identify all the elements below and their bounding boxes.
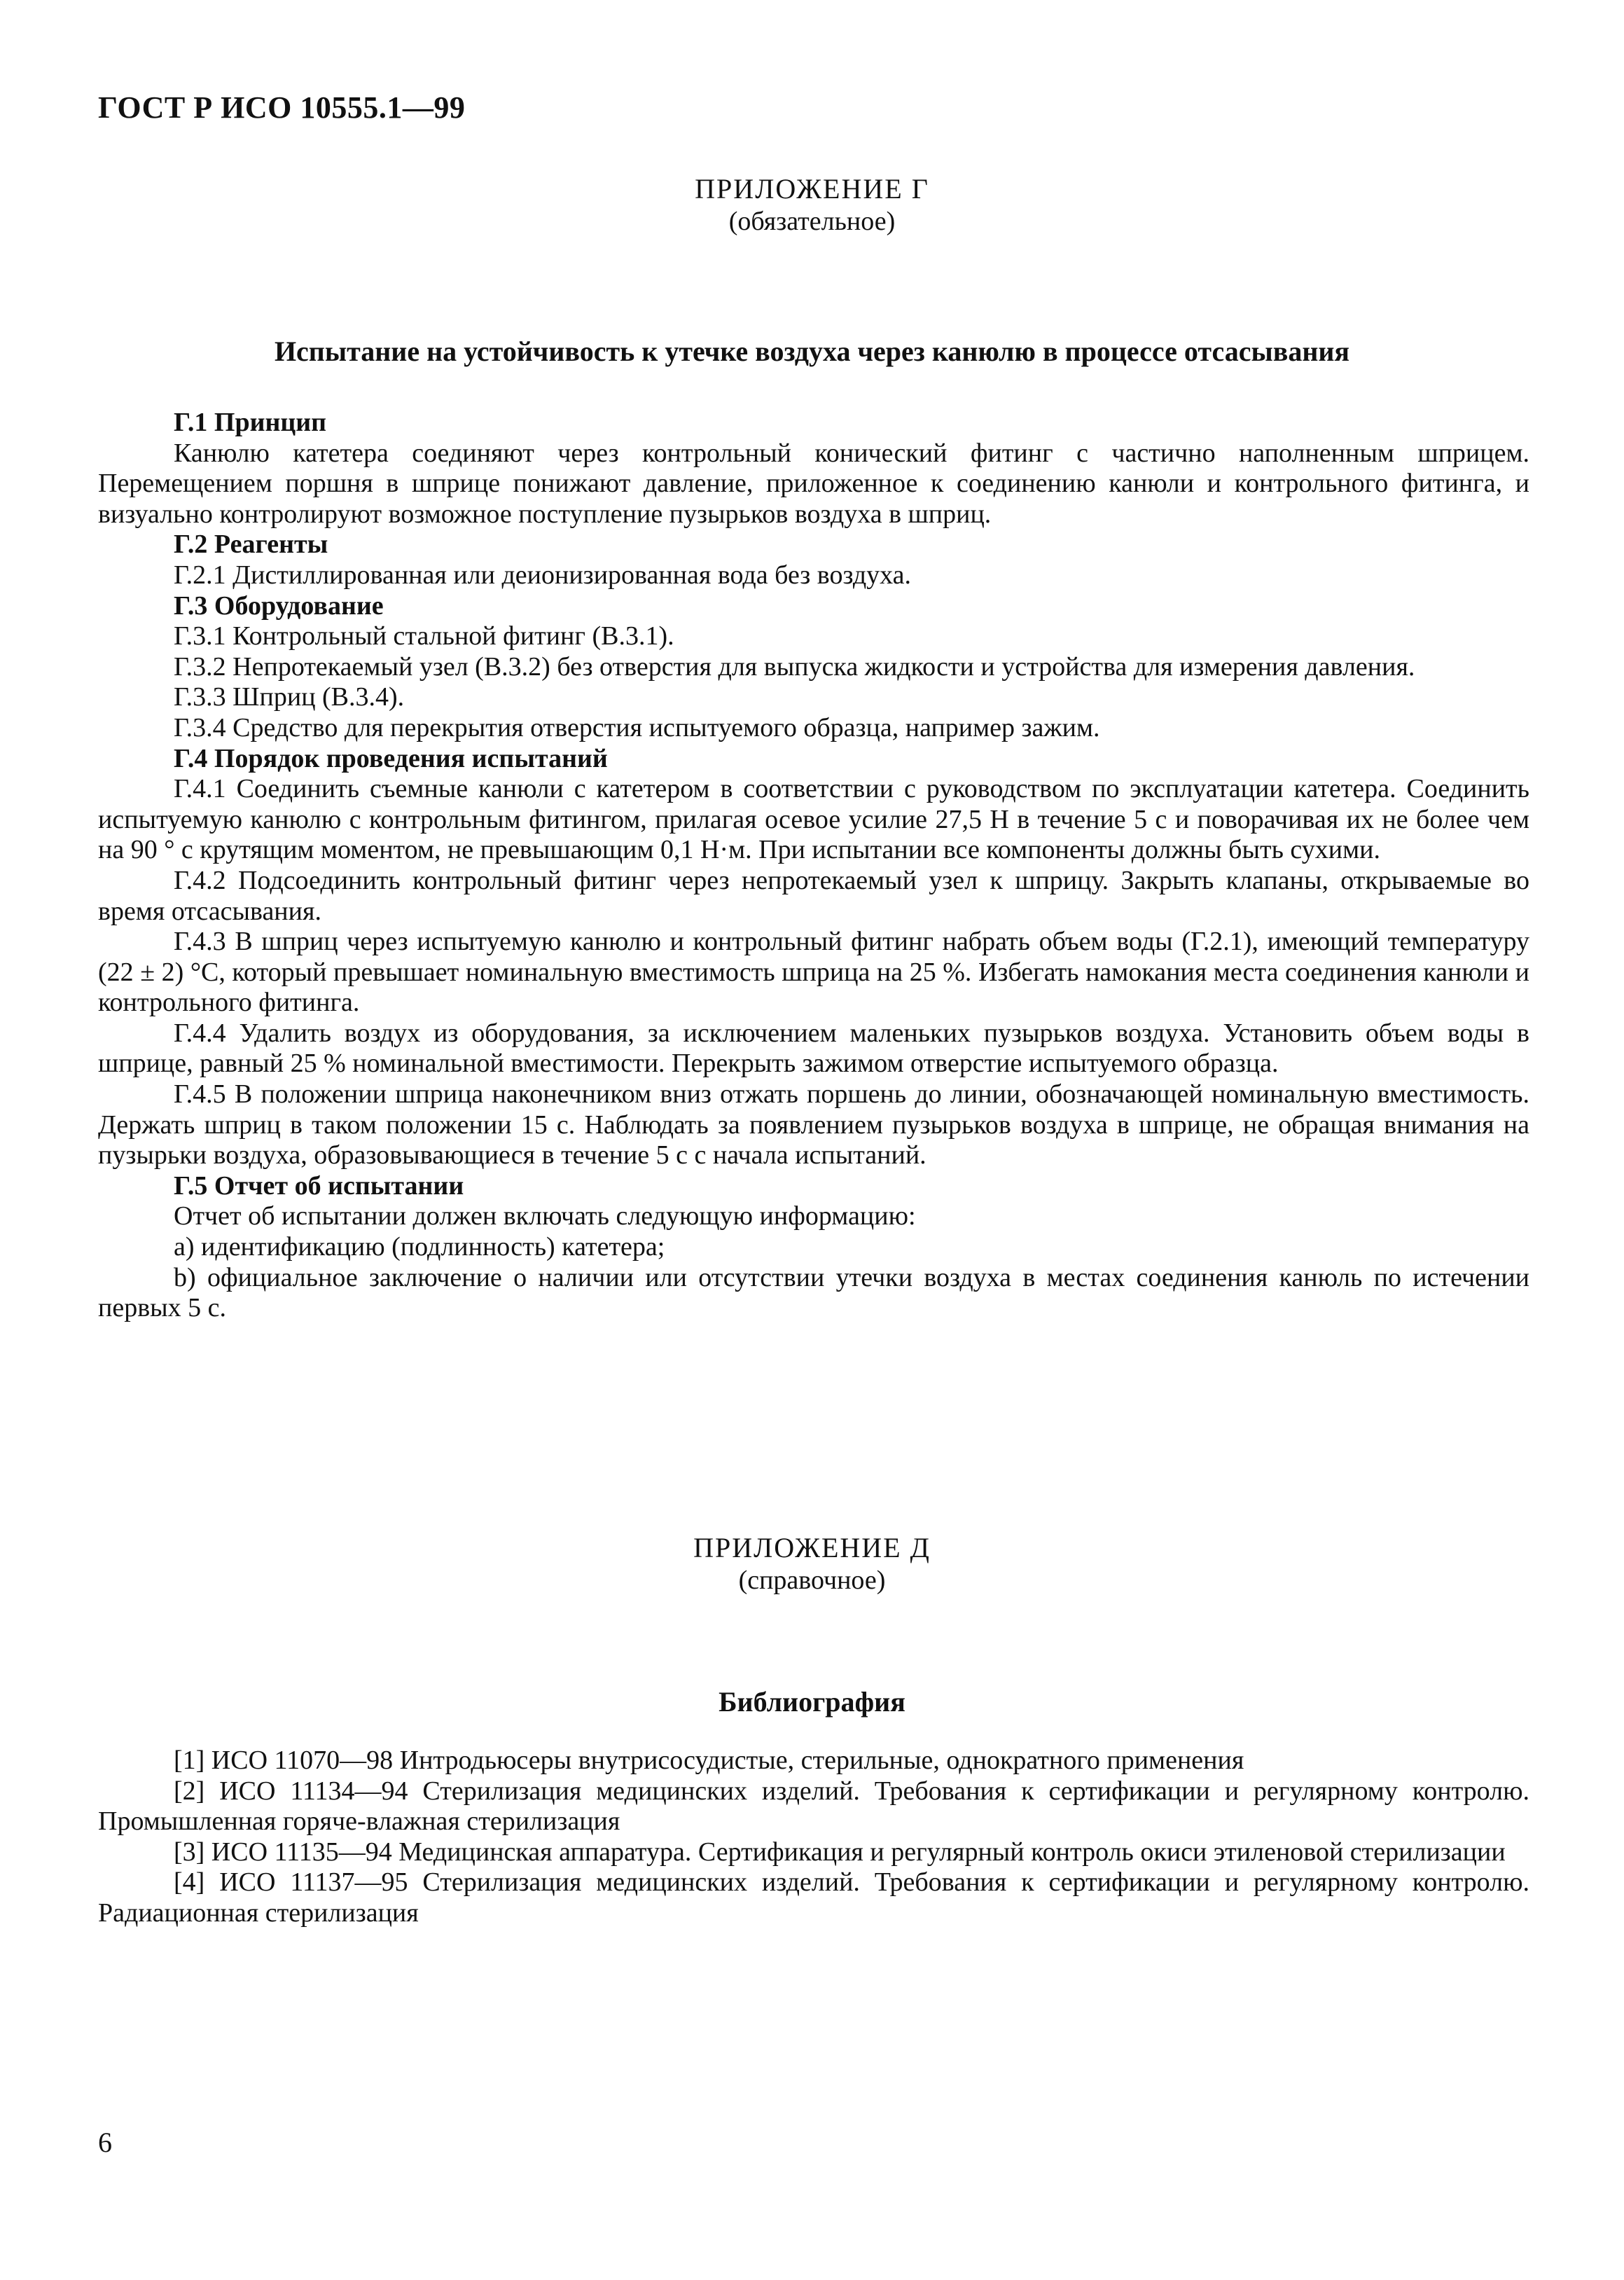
section-g2-heading: Г.2 Реагенты	[174, 530, 328, 560]
page-number: 6	[98, 2127, 112, 2158]
bibliography-list	[98, 1746, 1529, 1929]
body-paragraph: Г.4.2 Подсоединить контрольный фитинг через непротекаемый узел к шприцу. Закрыть клапаны, открываемые во время отсасывания.	[98, 865, 1529, 926]
body-paragraph: Г.4.1 Соединить съемные канюли с катетером в соответствии с руководством по эксплуатации катетера. Соединить испытуемую канюлю с контрольным фитингом, прилагая осевое усилие 27,5 Н в течение 5 с и поворачивая их не более чем на 90 ° с крутящим моментом, не превышающим 0,1 Н·м. При испытании все компоненты должны быть сухими.	[98, 774, 1529, 865]
section-g5-heading: Г.5 Отчет об испытании	[174, 1170, 464, 1201]
annex-g-heading: Испытание на устойчивость к утечке воздуха через канюлю в процессе отсасывания	[274, 336, 1350, 367]
annex-g-status: (обязательное)	[728, 207, 896, 236]
annex-d-status: (справочное)	[738, 1566, 886, 1595]
body-paragraph: Г.3.3 Шприц (В.3.4).	[174, 682, 405, 712]
body-paragraph: Г.4.5 В положении шприца наконечником вниз отжать поршень до линии, обозначающей номинальную вместимость. Держать шприц в таком положении 15 с. Наблюдать за появлением пузырьков воздуха в шприце, не обращая внимания на пузырьки воздуха, образовывающиеся в течение 5 с с начала испытаний.	[98, 1079, 1529, 1170]
body-paragraph: Г.3.4 Средство для перекрытия отверстия испытуемого образца, например зажим.	[174, 712, 1100, 742]
bibliography-entry: [2] ИСО 11134—94 Стерилизация медицинских изделий. Требования к сертификации и регулярному контролю. Промышленная горяче-влажная стерилизация	[98, 1776, 1529, 1837]
bibliography-entry: [3] ИСО 11135—94 Медицинская аппаратура. Сертификация и регулярный контроль окиси этиленовой стерилизации	[174, 1837, 1506, 1867]
body-paragraph: Г.4.3 В шприц через испытуемую канюлю и контрольный фитинг набрать объем воды (Г.2.1), имеющий температуру (22 ± 2) °С, который превышает номинальную вместимость шприца на 25 %. Избегать намокания места соединения канюли и контрольного фитинга.	[98, 927, 1529, 1018]
bibliography-heading: Библиография	[719, 1686, 905, 1718]
annex-g-title: ПРИЛОЖЕНИЕ Г	[695, 173, 929, 205]
section-g3-heading: Г.3 Оборудование	[174, 590, 384, 621]
section-g4-heading: Г.4 Порядок проведения испытаний	[174, 743, 608, 773]
body-paragraph: Г.3.2 Непротекаемый узел (В.3.2) без отверстия для выпуска жидкости и устройства для измерения давления.	[174, 651, 1415, 682]
annex-g-body	[98, 408, 1529, 1324]
section-g1-heading: Г.1 Принцип	[174, 408, 327, 437]
document-code: ГОСТ Р ИСО 10555.1—99	[98, 90, 466, 125]
bibliography-entry: [1] ИСО 11070—98 Интродьюсеры внутрисосудистые, стерильные, однократного применения	[174, 1746, 1244, 1775]
list-item: а) идентификацию (подлинность) катетера;	[174, 1232, 665, 1262]
body-paragraph: Г.2.1 Дистиллированная или деионизированная вода без воздуха.	[174, 560, 912, 590]
body-paragraph: Отчет об испытании должен включать следующую информацию:	[174, 1201, 916, 1231]
bibliography-entry: [4] ИСО 11137—95 Стерилизация медицинских изделий. Требования к сертификации и регулярному контролю. Радиационная стерилизация	[98, 1867, 1529, 1928]
body-paragraph: Канюлю катетера соединяют через контрольный конический фитинг с частично наполненным шприцем. Перемещением поршня в шприце понижают давление, приложенное к соединению канюли и контрольного фитинга, и визуально контролируют возможное поступление пузырьков воздуха в шприц.	[98, 438, 1529, 529]
body-paragraph: Г.3.1 Контрольный стальной фитинг (В.3.1).	[174, 621, 674, 651]
list-item: b) официальное заключение о наличии или отсутствии утечки воздуха в местах соединения канюль по истечении первых 5 с.	[98, 1262, 1529, 1323]
body-paragraph: Г.4.4 Удалить воздух из оборудования, за исключением маленьких пузырьков воздуха. Установить объем воды в шприце, равный 25 % номинальной вместимости. Перекрыть зажимом отверстие испытуемого образца.	[98, 1018, 1529, 1079]
annex-d-title: ПРИЛОЖЕНИЕ Д	[693, 1532, 931, 1563]
